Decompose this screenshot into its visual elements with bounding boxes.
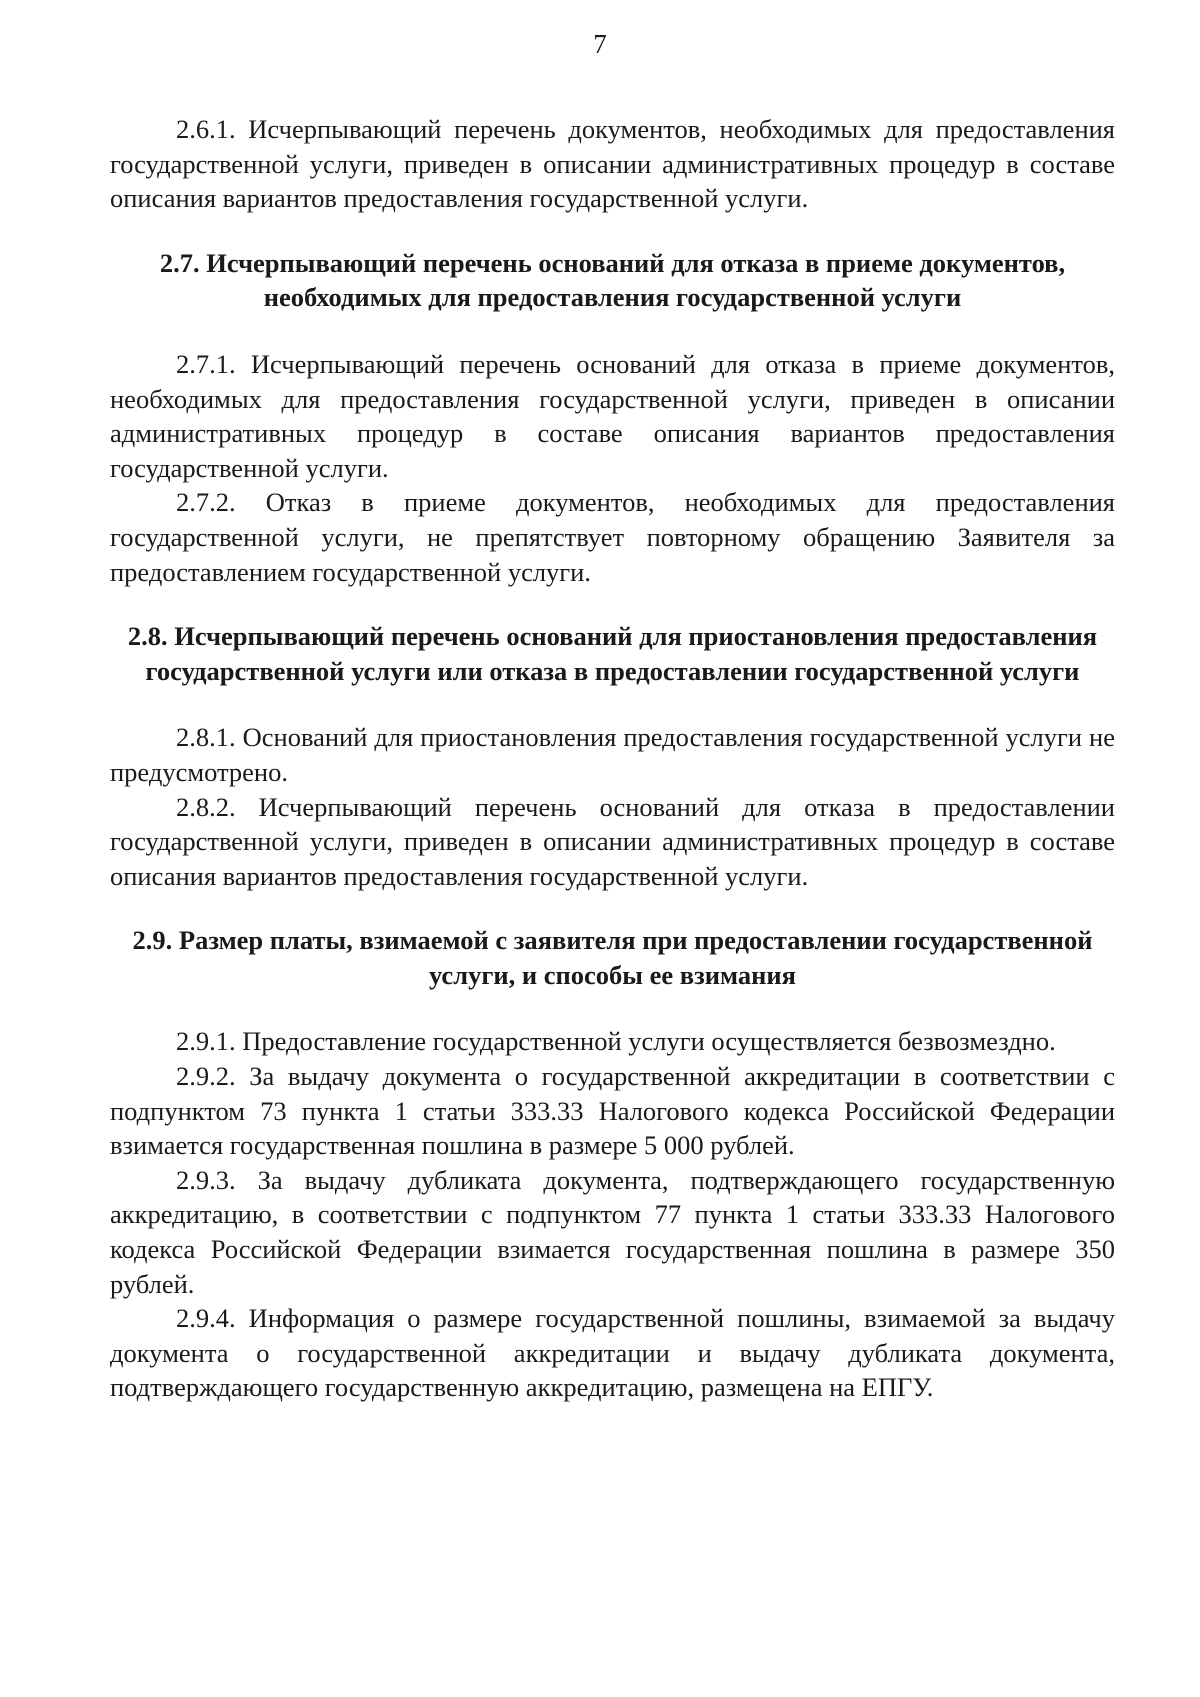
paragraph-2-6-1: 2.6.1. Исчерпывающий перечень документов, необходимых для предоставления государственной услуги, приведен в описании административных процедур в составе описания вариантов предоставления государственной услуги. <box>110 114 1115 214</box>
page-number: 7 <box>593 29 607 59</box>
paragraph-2-8-1: 2.8.1. Оснований для приостановления предоставления государственной услуги не предусмотрено. <box>110 722 1115 787</box>
paragraph-2-9-2: 2.9.2. За выдачу документа о государственной аккредитации в соответствии с подпунктом 73 пункта 1 статьи 333.33 Налогового кодекса Российской Федерации взимается государственная пошлина в размере 5 000 рублей. <box>110 1061 1115 1161</box>
section-heading-2-7: 2.7. Исчерпывающий перечень оснований для отказа в приеме документов, необходимых для предоставления государственной услуги <box>159 247 1066 313</box>
paragraph-2-9-4: 2.9.4. Информация о размере государственной пошлины, взимаемой за выдачу документа о государственной аккредитации и выдачу дубликата документа, подтверждающего государственную аккредитацию, размещена на ЕПГУ. <box>110 1303 1115 1403</box>
paragraph-2-7-2: 2.7.2. Отказ в приеме документов, необходимых для предоставления государственной услуги, не препятствует повторному обращению Заявителя за предоставлением государственной услуги. <box>110 487 1115 587</box>
paragraph-2-8-2: 2.8.2. Исчерпывающий перечень оснований для отказа в предоставлении государственной услуги, приведен в описании административных процедур в составе описания вариантов предоставления государственной услуги. <box>110 791 1115 891</box>
section-heading-2-8: 2.8. Исчерпывающий перечень оснований для приостановления предоставления государственной услуги или отказа в предоставлении государственной услуги <box>127 621 1098 686</box>
paragraph-2-7-1: 2.7.1. Исчерпывающий перечень оснований для отказа в приеме документов, необходимых для предоставления государственной услуги, приведен в описании административных процедур в составе описания вариантов предоставления государственной услуги. <box>110 348 1115 483</box>
paragraph-2-9-3: 2.9.3. За выдачу дубликата документа, подтверждающего государственную аккредитацию, в соответствии с подпунктом 77 пункта 1 статьи 333.33 Налогового кодекса Российской Федерации взимается государственная пошлина в размере 350 рублей. <box>110 1164 1115 1299</box>
document-body <box>110 112 1115 1405</box>
paragraph-2-9-1: 2.9.1. Предоставление государственной услуги осуществляется безвозмездно. <box>176 1026 1056 1057</box>
section-heading-2-9: 2.9. Размер платы, взимаемой с заявителя при предоставлении государственной услуги, и способы ее взимания <box>132 925 1093 990</box>
